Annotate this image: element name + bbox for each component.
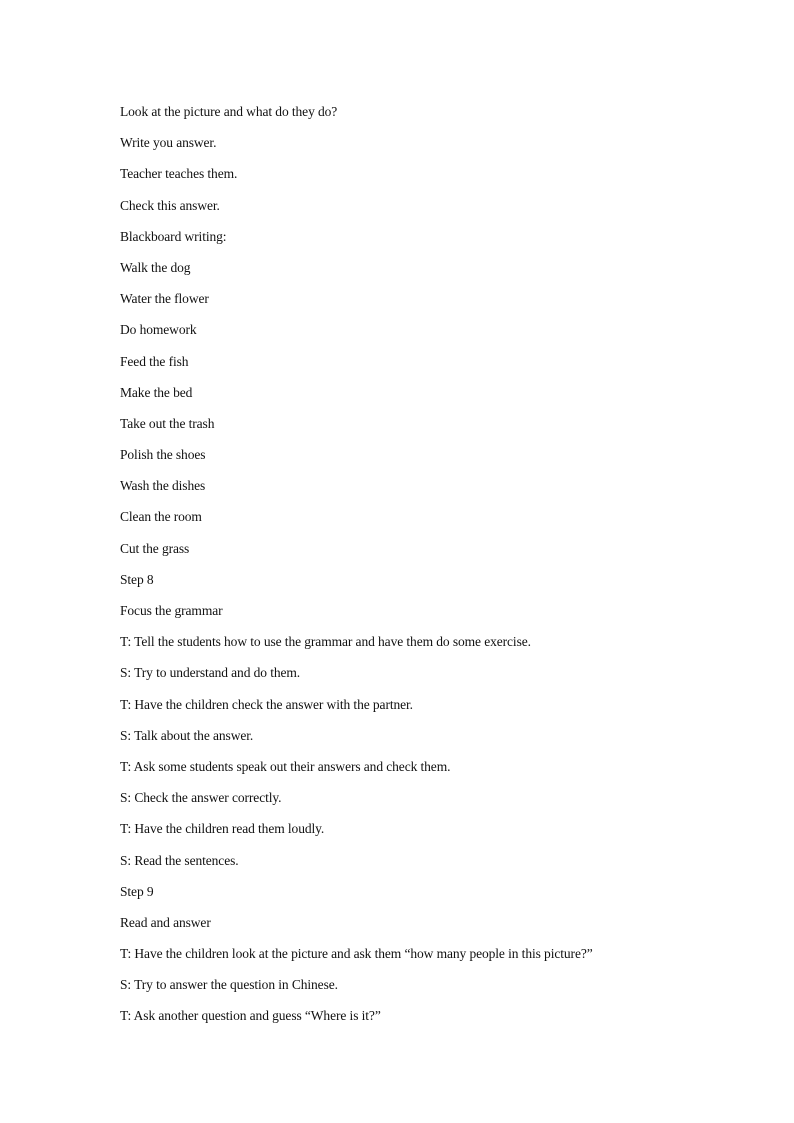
text-line: Check this answer. xyxy=(120,197,220,213)
text-line: Look at the picture and what do they do? xyxy=(120,104,338,119)
chore-item: Water the flower xyxy=(120,291,209,307)
chore-item: Feed the fish xyxy=(120,353,189,369)
student-line: S: Read the sentences. xyxy=(120,852,239,868)
chore-item: Make the bed xyxy=(120,384,193,400)
student-line: S: Try to answer the question in Chinese. xyxy=(120,977,338,993)
chore-item: Cut the grass xyxy=(120,540,190,556)
chore-item: Clean the room xyxy=(120,509,202,525)
text-line: Blackboard writing: xyxy=(120,228,227,244)
teacher-line: T: Have the children read them loudly. xyxy=(120,821,325,837)
teacher-line: T: Have the children check the answer with the partner. xyxy=(120,696,413,712)
section-title: Focus the grammar xyxy=(120,603,223,618)
chore-item: Take out the trash xyxy=(120,415,215,431)
text-line: Write you answer. xyxy=(120,135,217,151)
teacher-line: T: Ask another question and guess “Where is it?” xyxy=(120,1008,381,1024)
text-line: Teacher teaches them. xyxy=(120,166,238,182)
chore-item: Walk the dog xyxy=(120,259,191,275)
teacher-line: T: Ask some students speak out their answers and check them. xyxy=(120,758,451,774)
chore-item: Polish the shoes xyxy=(120,447,206,463)
teacher-line: T: Tell the students how to use the grammar and have them do some exercise. xyxy=(120,634,531,650)
student-line: S: Talk about the answer. xyxy=(120,727,254,743)
student-line: S: Try to understand and do them. xyxy=(120,665,301,681)
step-heading: Step 8 xyxy=(120,571,154,587)
student-line: S: Check the answer correctly. xyxy=(120,790,282,806)
step-heading: Step 9 xyxy=(120,883,154,899)
teacher-line: T: Have the children look at the picture and ask them “how many people in this picture?” xyxy=(120,946,593,962)
document-body xyxy=(120,102,720,1038)
chore-item: Do homework xyxy=(120,322,197,338)
section-title: Read and answer xyxy=(120,914,211,930)
chore-item: Wash the dishes xyxy=(120,478,206,494)
